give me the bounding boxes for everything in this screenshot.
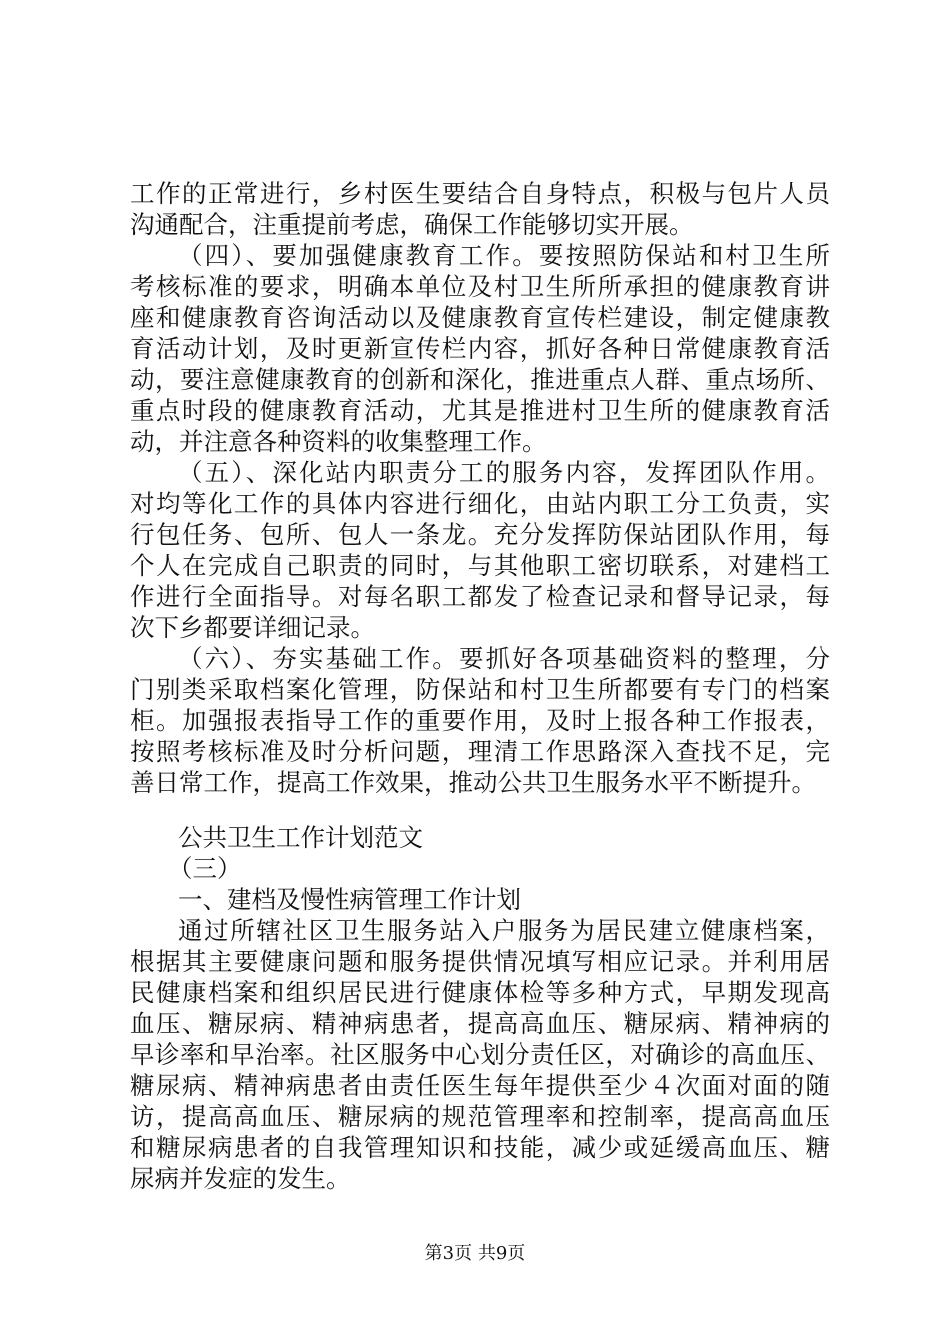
final-paragraph-line-7: 访，提高高血压、糖尿病的规范管理率和控制率，提高高血压 (130, 1102, 830, 1131)
paragraph-3-line-2: 对均等化工作的具体内容进行细化，由站内职工分工负责，实 (130, 489, 830, 518)
final-paragraph-line-9: 尿病并发症的发生。 (130, 1164, 351, 1193)
paragraph-2-line-2: 考核标准的要求，明确本单位及村卫生所所承担的健康教育讲 (130, 272, 830, 301)
paragraph-1-line-1: 工作的正常进行，乡村医生要结合自身特点，积极与包片人员 (130, 179, 830, 208)
final-paragraph-line-4: 血压、糖尿病、精神病患者，提高高血压、糖尿病、精神病的 (130, 1009, 830, 1038)
paragraph-4-line-5: 善日常工作，提高工作效果，推动公共卫生服务水平不断提升。 (130, 768, 816, 797)
paragraph-2-line-6: 重点时段的健康教育活动，尤其是推进村卫生所的健康教育活 (130, 396, 830, 425)
paragraph-2-line-7: 动，并注意各种资料的收集整理工作。 (130, 427, 547, 456)
final-paragraph-line-8: 和糖尿病患者的自我管理知识和技能，减少或延缓高血压、糖 (130, 1133, 830, 1162)
page-footer: 第3页 共9页 (424, 1243, 526, 1264)
section-number: （三） (168, 854, 242, 883)
subheading: 一、建档及慢性病管理工作计划 (178, 885, 521, 914)
paragraph-3-line-1: （五）、深化站内职责分工的服务内容，发挥团队作用。 (178, 458, 830, 487)
paragraph-3-line-6: 次下乡都要详细记录。 (130, 613, 375, 642)
paragraph-4-line-3: 柜。加强报表指导工作的重要作用，及时上报各种工作报表， (130, 706, 830, 735)
paragraph-1-line-2: 沟通配合，注重提前考虑，确保工作能够切实开展。 (130, 210, 694, 239)
paragraph-2-line-5: 动，要注意健康教育的创新和深化，推进重点人群、重点场所、 (130, 365, 830, 394)
final-paragraph-line-2: 根据其主要健康问题和服务提供情况填写相应记录。并利用居 (130, 947, 830, 976)
paragraph-4-line-2: 门别类采取档案化管理，防保站和村卫生所都要有专门的档案 (130, 675, 830, 704)
paragraph-3-line-3: 行包任务、包所、包人一条龙。充分发挥防保站团队作用，每 (130, 520, 830, 549)
final-paragraph-line-5: 早诊率和早治率。社区服务中心划分责任区，对确诊的高血压、 (130, 1040, 830, 1069)
paragraph-2-line-1: （四）、要加强健康教育工作。要按照防保站和村卫生所 (178, 241, 830, 270)
final-paragraph-line-1: 通过所辖社区卫生服务站入户服务为居民建立健康档案， (178, 916, 830, 945)
final-paragraph-line-3: 民健康档案和组织居民进行健康体检等多种方式，早期发现高 (130, 978, 830, 1007)
paragraph-3-line-4: 个人在完成自己职责的同时，与其他职工密切联系，对建档工 (130, 551, 830, 580)
paragraph-2-line-4: 育活动计划，及时更新宣传栏内容，抓好各种日常健康教育活 (130, 334, 830, 363)
paragraph-4-line-4: 按照考核标准及时分析问题，理清工作思路深入查找不足，完 (130, 737, 830, 766)
paragraph-4-line-1: （六）、夯实基础工作。要抓好各项基础资料的整理，分 (178, 644, 830, 673)
paragraph-2-line-3: 座和健康教育咨询活动以及健康教育宣传栏建设，制定健康教 (130, 303, 830, 332)
paragraph-3-line-5: 作进行全面指导。对每名职工都发了检查记录和督导记录，每 (130, 582, 830, 611)
section-title: 公共卫生工作计划范文 (178, 823, 423, 852)
final-paragraph-line-6: 糖尿病、精神病患者由责任医生每年提供至少４次面对面的随 (130, 1071, 830, 1100)
